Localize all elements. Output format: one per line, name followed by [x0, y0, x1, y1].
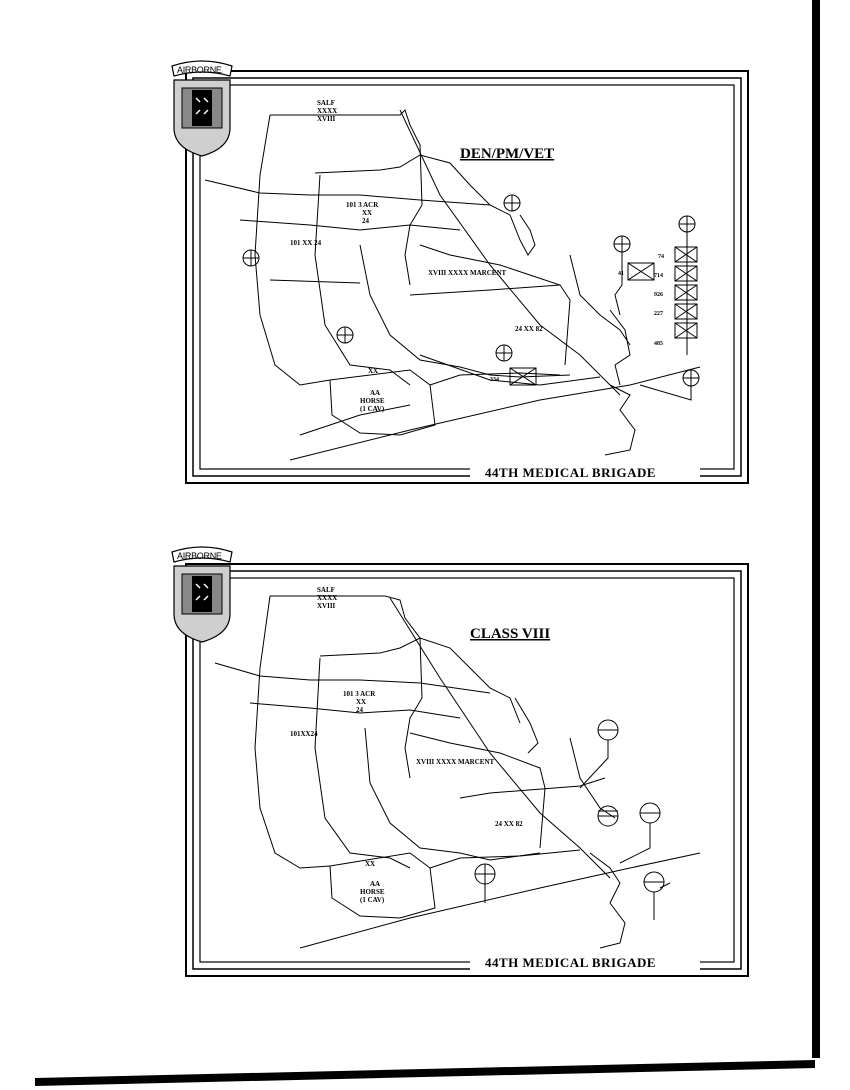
label-xx-lower-b: XX [365, 860, 376, 868]
map-boundaries [205, 110, 700, 460]
label-aa: AA [370, 389, 381, 397]
label-101: 101 XX 24 [290, 239, 322, 247]
label-horse-b: HORSE [360, 888, 385, 896]
label-xx: XX [362, 209, 373, 217]
airborne-patch-bottom [168, 544, 236, 644]
stack-num-2: 714 [654, 273, 663, 279]
unit-num-334: 334 [490, 377, 499, 383]
label-salf: SALF [317, 99, 335, 107]
label-acr-b: 101 3 ACR [343, 690, 376, 698]
map-boundaries-bottom [215, 596, 700, 948]
frame-outer [186, 71, 748, 483]
label-xxxx: XXXX [317, 107, 338, 115]
label-24: 24 [362, 217, 369, 225]
stack-num-4: 227 [654, 311, 663, 317]
label-xviii-b: XVIII [317, 602, 336, 610]
footer-bottom: 44TH MEDICAL BRIGADE [485, 955, 657, 970]
label-cav: (1 CAV) [360, 405, 385, 413]
label-24xx82-b: 24 XX 82 [495, 820, 523, 828]
label-xxxx-b: XXXX [317, 594, 338, 602]
airborne-patch-top [168, 58, 236, 158]
stack-num-5: 485 [654, 341, 663, 347]
page-bottom-border [35, 1050, 850, 1090]
unit-num-41: 41 [618, 271, 624, 277]
map-svg-top [160, 55, 750, 485]
map-panel-bottom [160, 548, 750, 978]
unit-symbols-top [243, 195, 699, 400]
label-marcent: XVIII XXXX MARCENT [428, 269, 507, 277]
stack-num-3: 926 [654, 292, 663, 298]
label-acr: 101 3 ACR [346, 201, 379, 209]
stack-num-1: 74 [658, 254, 664, 260]
label-101-b: 101XX24 [290, 730, 318, 738]
map-svg-bottom [160, 548, 750, 978]
label-xx-lower: XX [368, 367, 379, 375]
footer-top: 44TH MEDICAL BRIGADE [485, 465, 657, 480]
page-right-border [810, 0, 850, 1060]
map-panel-top [160, 55, 750, 485]
label-horse: HORSE [360, 397, 385, 405]
label-24-b: 24 [356, 706, 363, 714]
label-24xx82: 24 XX 82 [515, 325, 543, 333]
map-title-top: DEN/PM/VET [460, 146, 555, 162]
label-xviii: XVIII [317, 115, 336, 123]
label-aa-b: AA [370, 880, 381, 888]
unit-stack-top [510, 247, 697, 385]
patch-text-top: AIRBORNE [177, 65, 222, 75]
label-salf-b: SALF [317, 586, 335, 594]
map-title-bottom: CLASS VIII [470, 626, 551, 642]
label-marcent-b: XVIII XXXX MARCENT [416, 758, 495, 766]
label-cav-b: (1 CAV) [360, 896, 385, 904]
patch-text-bottom: AIRBORNE [177, 551, 222, 561]
label-xx-b: XX [356, 698, 367, 706]
